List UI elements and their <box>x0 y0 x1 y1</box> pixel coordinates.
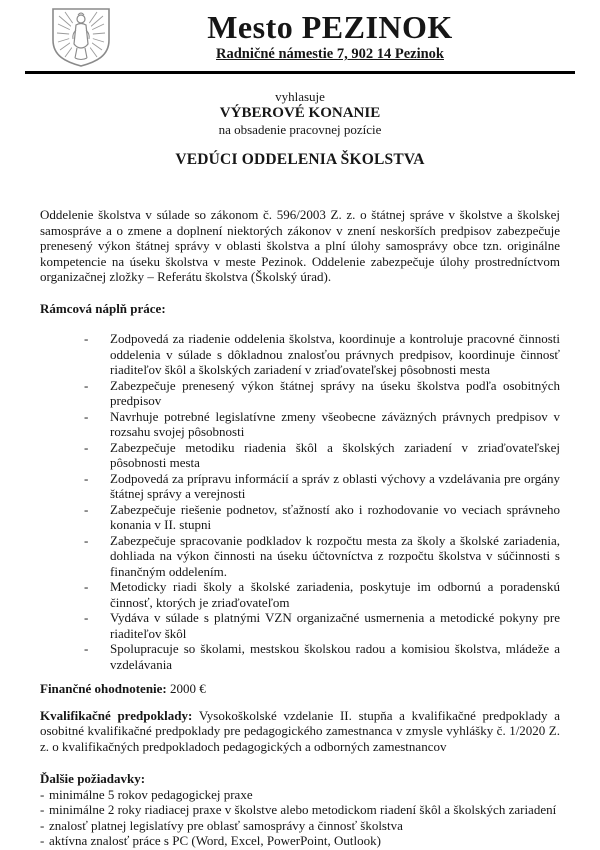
salary-label: Finančné ohodnotenie: <box>40 681 167 696</box>
job-scope-item: - Spolupracuje so školami, mestskou školskou radou a komisiou školstva, mládeže a vzdelávania <box>84 641 560 672</box>
job-scope-item: - Zabezpečuje metodiku riadenia škôl a školských zariadení v zriaďovateľskej pôsobnosti mesta <box>84 439 560 470</box>
dash-bullet: - <box>84 439 89 455</box>
dash-bullet: - <box>84 532 89 548</box>
intro-paragraph: Oddelenie školstva v súlade so zákonom č. 596/2003 Z. z. o štátnej správe v školstve a školskej samospráve a o zmene a doplnení niektorých zákonov v znení neskorších predpisov zabezpečuje prenesený výkon štátnej správy v oblasti školstva a plní úlohy samosprávy obce tzn. originálne kompetencie na úseku školstva v meste Pezinok. Oddelenie zabezpečuje úlohy prostredníctvom organizačnej zložky – Referátu školstva (Školský úrad). <box>40 207 560 284</box>
dash-bullet: - <box>84 408 89 424</box>
job-scope-item: - Zabezpečuje spracovanie podkladov k rozpočtu mesta za školy a školské zariadenia, dohliada na výkon činnosti na úseku účtovníctva z rozpočtu školstva v súčinnosti s finančným oddelením. <box>84 532 560 579</box>
dash-bullet: - <box>40 833 45 848</box>
job-scope-item: - Vydáva v súlade s platnými VZN organizačné usmernenia a metodické pokyny pre riaditeľov škôl <box>84 610 560 641</box>
job-scope-list <box>84 331 560 672</box>
announce-type: VÝBEROVÉ KONANIE <box>219 104 381 121</box>
requirement-item: - znalosť platnej legislatívy pre oblasť samosprávy a činnosť školstva <box>40 817 403 833</box>
dash-bullet: - <box>40 817 45 833</box>
dash-bullet: - <box>84 377 89 393</box>
announcement-block <box>0 89 600 138</box>
job-scope-item: - Zabezpečuje riešenie podnetov, sťažností ako i rozhodovanie vo veciach správneho konania v II. stupni <box>84 501 560 532</box>
header-rule <box>25 71 575 74</box>
dash-bullet: - <box>84 641 89 656</box>
announce-verb: vyhlasuje <box>275 89 325 104</box>
job-scope-item: - Metodicky riadi školy a školské zariadenia, poskytuje im odbornú a poradenskú činnosť, ktorých je zriaďovateľom <box>84 579 560 610</box>
job-scope-item: - Zodpovedá za riadenie oddelenia školstva, koordinuje a kontroluje pracovné činnosti oddelenia v súlade s dôkladnou znalosťou právnych predpisov, koordinuje činnosť riaditeľov škôl a školských zariadení v zriaďovateľskej pôsobnosti mesta <box>84 331 560 377</box>
qualifications-text: Vysokoškolské vzdelanie II. stupňa a kvalifikačné predpoklady a osobitné kvalifikačné predpoklady pre pedagogického zamestnanca v zmysle vyhlášky č. 1/2020 Z. z. o kvalifikačných predpokladoch pedagogických a odborných zamestnancov <box>40 707 560 754</box>
document-body <box>0 207 600 849</box>
document-header <box>0 0 600 70</box>
qualifications-paragraph <box>40 708 560 755</box>
dash-bullet: - <box>40 786 45 802</box>
position-title: VEDÚCI ODDELENIA ŠKOLSTVA <box>175 150 425 168</box>
salary-value: 2000 € <box>170 681 206 696</box>
announce-subtitle: na obsadenie pracovnej pozície <box>218 121 382 137</box>
qualifications-label: Kvalifikačné predpoklady: <box>40 707 193 723</box>
city-address: Radničné námestie 7, 902 14 Pezinok <box>216 46 444 62</box>
dash-bullet: - <box>84 470 89 486</box>
city-title: Mesto PEZINOK <box>207 9 453 45</box>
dash-bullet: - <box>40 802 45 817</box>
salary-line <box>40 681 560 697</box>
job-scope-item: - Zabezpečuje prenesený výkon štátnej správy na úseku školstva podľa osobitných predpisov <box>84 377 560 408</box>
requirement-item: - minimálne 5 rokov pedagogickej praxe <box>40 786 253 802</box>
job-scope-item: - Zodpovedá za prípravu informácií a správ z oblasti výchovy a vzdelávania pre orgány štátnej správy a verejnosti <box>84 470 560 501</box>
job-scope-item: - Navrhuje potrebné legislatívne zmeny všeobecne záväzných právnych predpisov v rozsahu svojej pôsobnosti <box>84 408 560 439</box>
other-requirements-heading: Ďalšie požiadavky: <box>40 771 146 786</box>
dash-bullet: - <box>84 331 89 346</box>
job-scope-heading: Rámcová náplň práce: <box>40 300 166 316</box>
pezinok-coat-of-arms-icon <box>45 6 117 68</box>
requirement-item: - aktívna znalosť práce s PC (Word, Excel, PowerPoint, Outlook) <box>40 833 381 848</box>
dash-bullet: - <box>84 610 89 625</box>
requirement-item: - minimálne 2 roky riadiacej praxe v školstve alebo metodickom riadení škôl a školských zariadení <box>40 802 557 817</box>
dash-bullet: - <box>84 501 89 517</box>
other-requirements-list <box>40 787 560 849</box>
dash-bullet: - <box>84 579 89 594</box>
